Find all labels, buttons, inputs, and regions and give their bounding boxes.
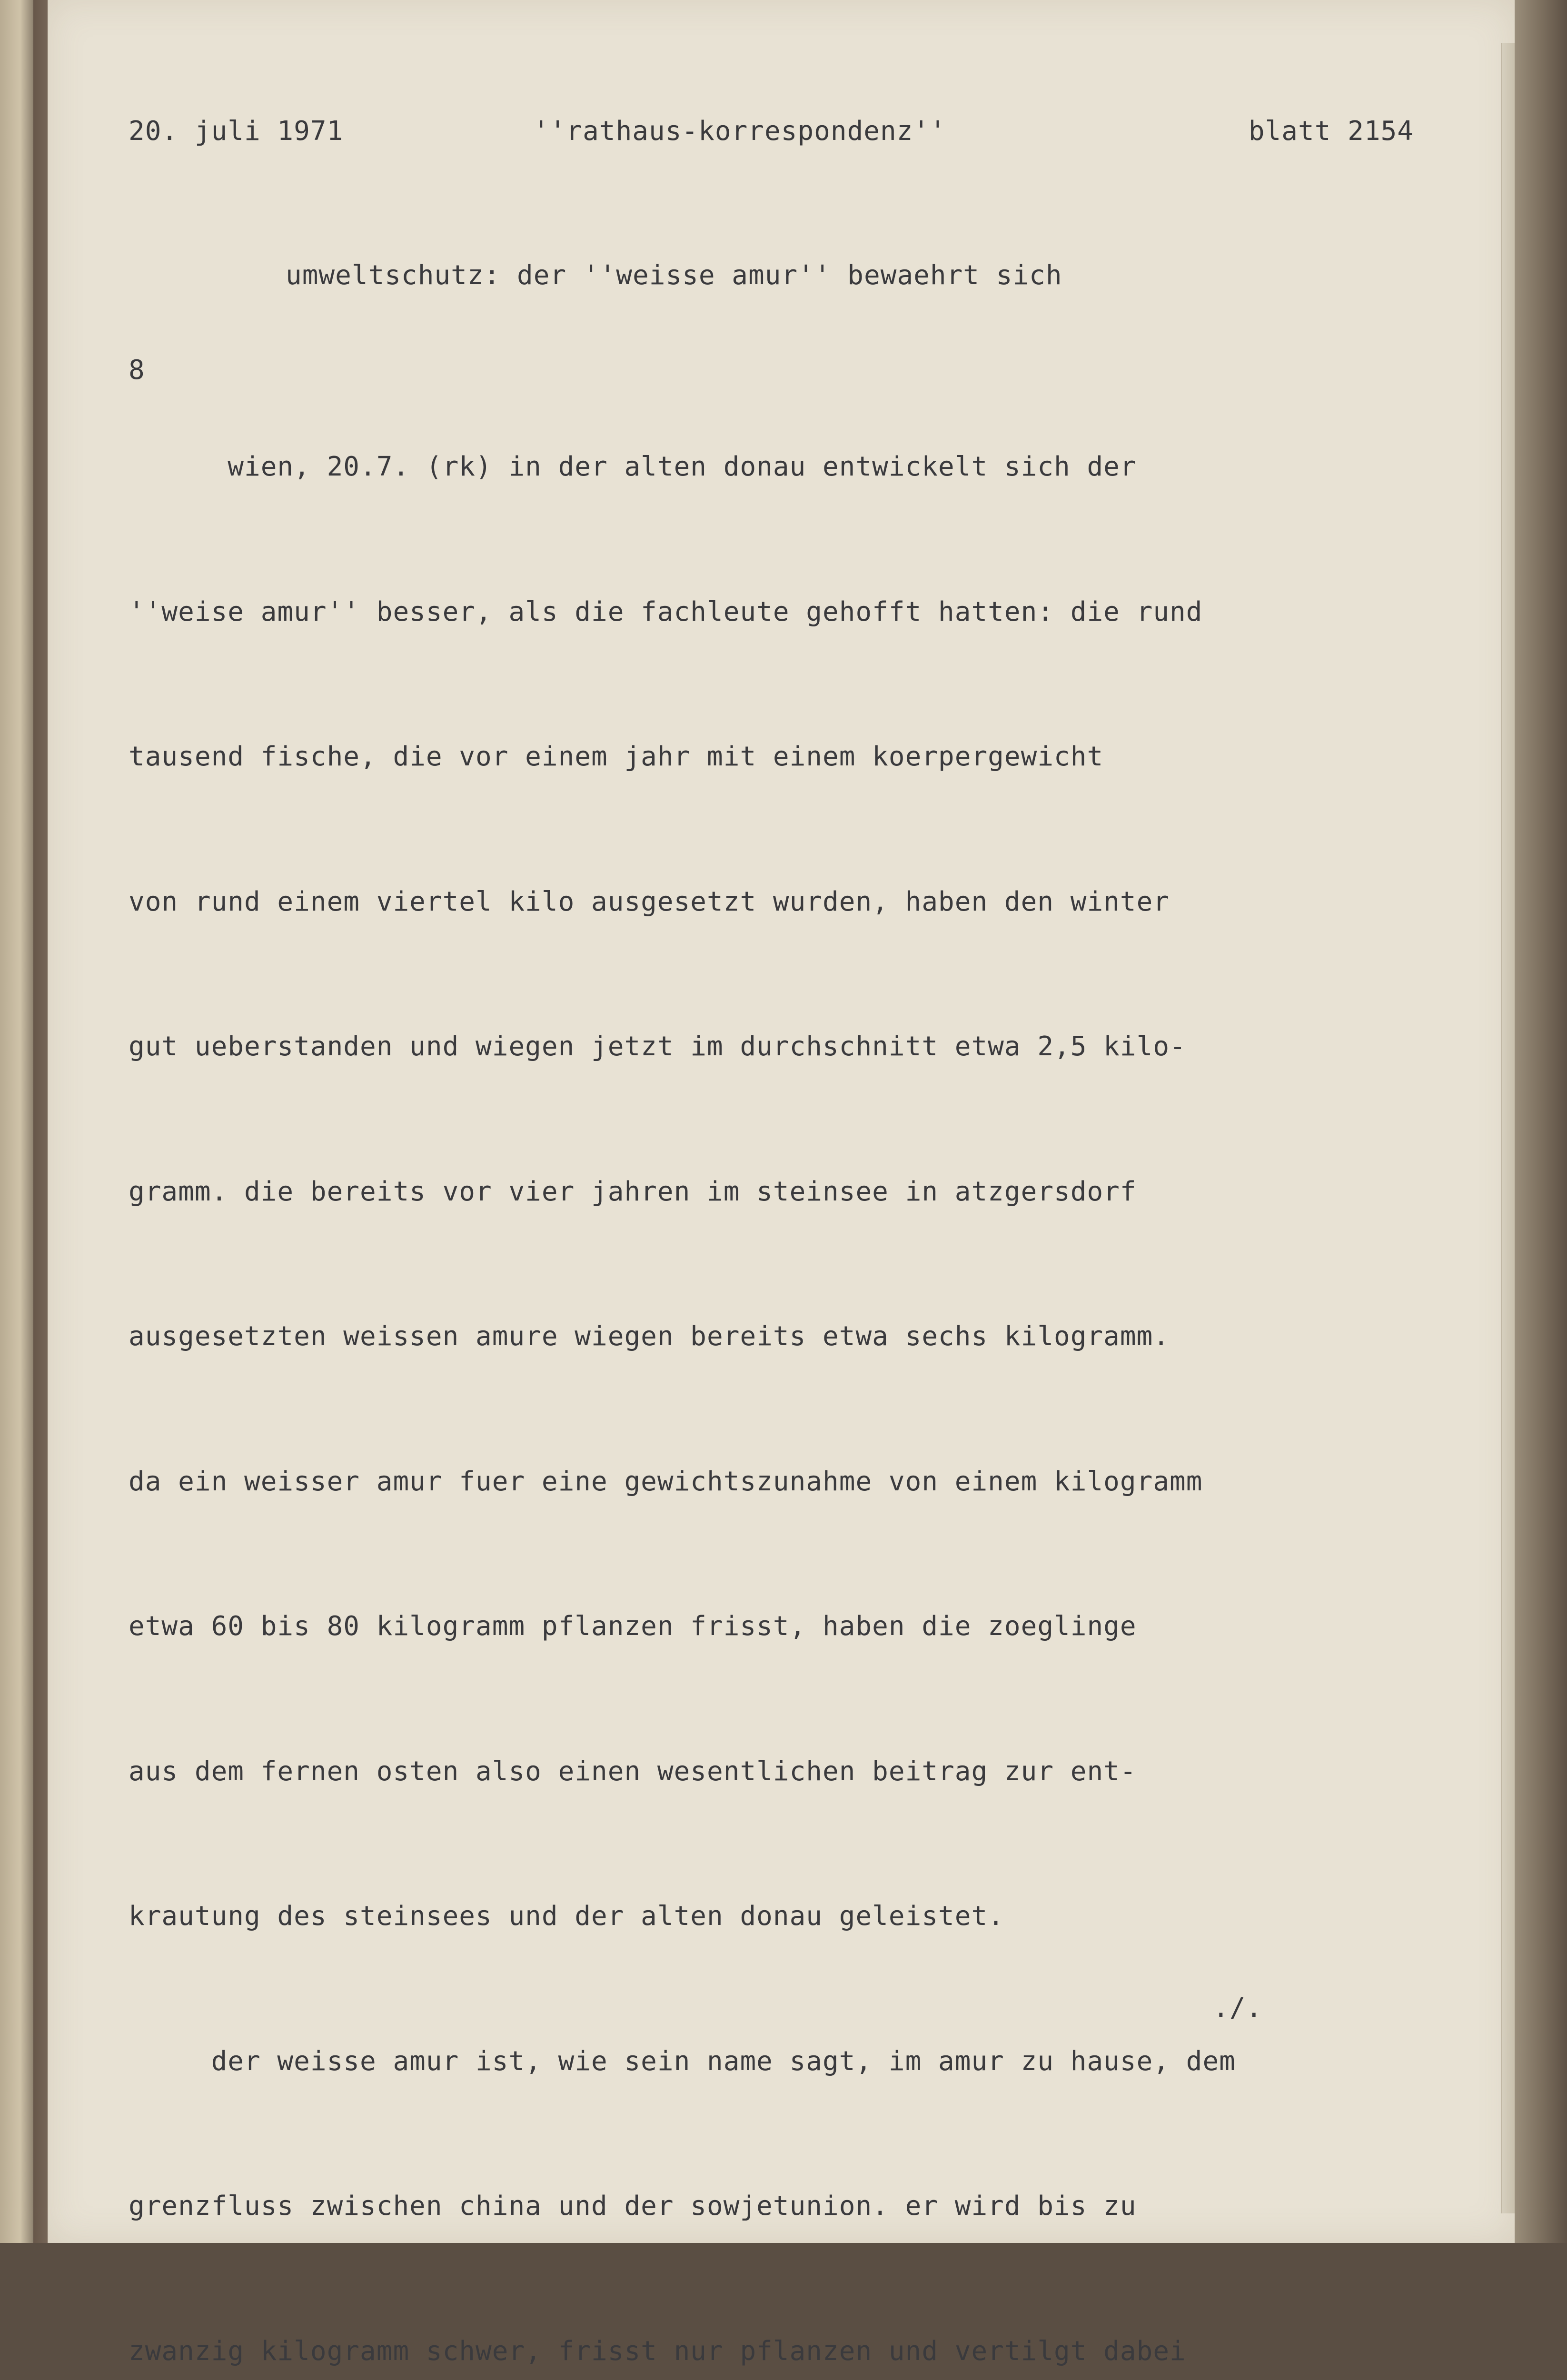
text-line: gramm. die bereits vor vier jahren im steinsee in atzgersdorf: [129, 1176, 1137, 1207]
text-line: etwa 60 bis 80 kilogramm pflanzen frisst, haben die zoeglinge: [129, 1611, 1137, 1642]
right-binding-shadow: [1515, 0, 1567, 2243]
continuation-mark: ./.: [1213, 1993, 1263, 2023]
text-line: der weisse amur ist, wie sein name sagt, im amur zu hause, dem: [129, 2045, 1236, 2077]
article-title: umweltschutz: der ''weisse amur'' bewaehrt sich: [286, 260, 1062, 291]
page-header: [129, 107, 1414, 145]
header-publication: ''rathaus-korrespondenz'': [533, 116, 946, 147]
text-line: wien, 20.7. (rk) in der alten donau entwickelt sich der: [129, 451, 1137, 482]
text-line: ausgesetzten weissen amure wiegen bereits etwa sechs kilogramm.: [129, 1321, 1170, 1352]
text-line: gut ueberstanden und wiegen jetzt im durchschnitt etwa 2,5 kilo-: [129, 1031, 1186, 1062]
text-line: grenzfluss zwischen china und der sowjetunion. er wird bis zu: [129, 2191, 1137, 2221]
text-line: ''weise amur'' besser, als die fachleute gehofft hatten: die rund: [129, 596, 1203, 627]
text-line: aus dem fernen osten also einen wesentlichen beitrag zur ent-: [129, 1755, 1137, 1787]
article-body: [129, 346, 1461, 2380]
text-line: zwanzig kilogramm schwer, frisst nur pflanzen und vertilgt dabei: [129, 2335, 1186, 2367]
text-line: von rund einem viertel kilo ausgesetzt wurden, haben den winter: [129, 886, 1170, 917]
item-number: 8: [129, 355, 145, 386]
page-stack-edge: [1501, 43, 1515, 2213]
text-line: krautung des steinsees und der alten donau geleistet.: [129, 1901, 1004, 1932]
header-sheet-number: blatt 2154: [1248, 116, 1414, 147]
header-date: 20. juli 1971: [129, 116, 344, 147]
adjacent-page-edge: [0, 0, 33, 2243]
text-line: da ein weisser amur fuer eine gewichtszunahme von einem kilogramm: [129, 1466, 1203, 1497]
text-line: tausend fische, die vor einem jahr mit einem koerpergewicht: [129, 741, 1104, 772]
